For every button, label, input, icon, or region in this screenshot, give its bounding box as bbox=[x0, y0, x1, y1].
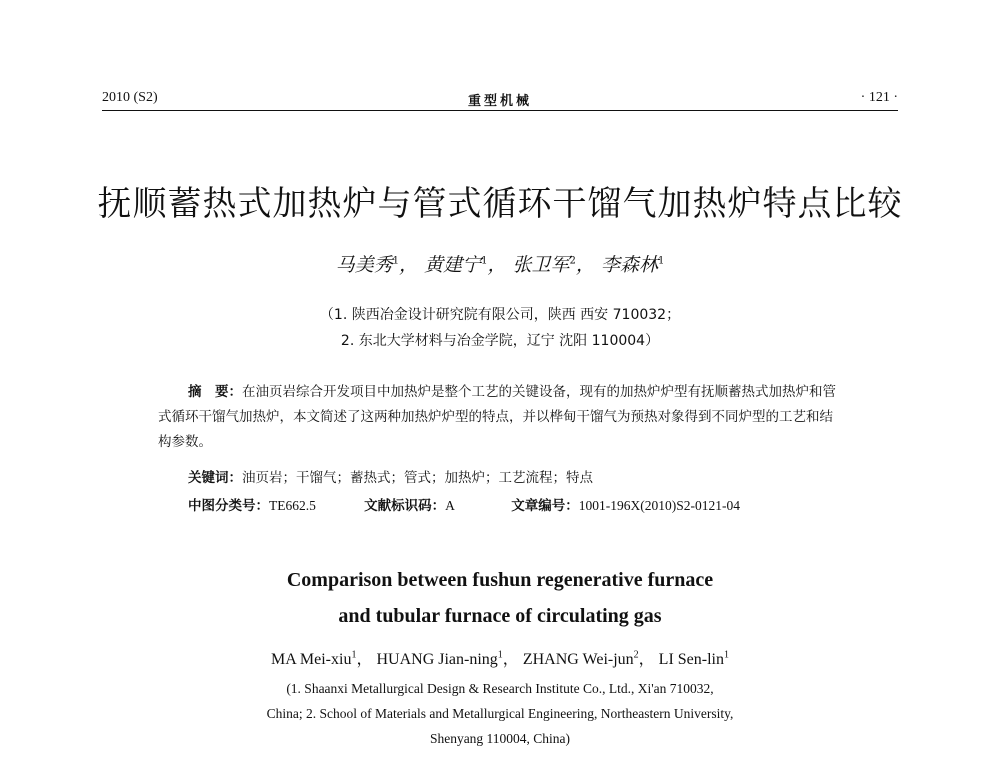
abstract-text: 在油页岩综合开发项目中加热炉是整个工艺的关键设备，现有的加热炉炉型有抚顺蓄热式加热炉和管式循环干馏气加热炉，本文简述了这两种加热炉炉型的特点，并以桦甸干馏气为预热对象得到不同炉型的工艺和结构参数。 bbox=[158, 384, 836, 450]
english-title bbox=[0, 562, 1000, 634]
author-affil-mark: 1 bbox=[481, 255, 488, 267]
author-separator: ， bbox=[487, 254, 507, 276]
author-separator: ， bbox=[356, 651, 373, 668]
affiliation-line: 2. 东北大学材料与冶金学院，辽宁 沈阳 110004） bbox=[340, 333, 660, 349]
page-number: · 121 · bbox=[860, 90, 898, 105]
author-name: HUANG Jian-ning bbox=[376, 651, 498, 668]
author-name: MA Mei-xiu bbox=[271, 651, 352, 668]
affiliation-line: (1. Shaanxi Metallurgical Design & Research Institute Co., Ltd., Xi'an 710032, bbox=[286, 681, 714, 696]
affiliation-line: Shenyang 110004, China) bbox=[429, 731, 571, 746]
article-number-label: 文章编号： bbox=[511, 498, 579, 514]
keywords-label: 关键词： bbox=[188, 470, 242, 486]
author-separator: ， bbox=[575, 254, 595, 276]
journal-name: 重型机械 bbox=[467, 94, 532, 109]
author-affil-mark: 2 bbox=[633, 649, 639, 661]
english-title-line: and tubular furnace of circulating gas bbox=[338, 605, 662, 627]
author-separator: ， bbox=[502, 651, 519, 668]
chinese-abstract bbox=[158, 380, 844, 455]
abstract-label: 摘 要： bbox=[188, 384, 242, 400]
clc-label: 中图分类号： bbox=[188, 498, 269, 514]
author-name: 马美秀 bbox=[335, 254, 393, 276]
english-title-line: Comparison between fushun regenerative furnace bbox=[286, 569, 714, 591]
running-header bbox=[102, 88, 898, 111]
author-affil-mark: 1 bbox=[724, 649, 729, 661]
journal-issue: 2010 (S2) bbox=[102, 90, 158, 105]
author-name: 黄建宁 bbox=[424, 254, 482, 276]
doccode-value: A bbox=[445, 498, 455, 513]
english-authors bbox=[0, 646, 1000, 669]
author-affil-mark: 1 bbox=[392, 255, 400, 267]
classification-line bbox=[188, 494, 880, 514]
author-name: 李森林 bbox=[600, 254, 658, 276]
author-name: 张卫军 bbox=[512, 254, 570, 276]
article-number-value: 1001-196X(2010)S2-0121-04 bbox=[578, 498, 740, 513]
clc-value: TE662.5 bbox=[269, 498, 316, 513]
chinese-title: 抚顺蓄热式加热炉与管式循环干馏气加热炉特点比较 bbox=[97, 184, 903, 224]
author-affil-mark: 2 bbox=[569, 255, 576, 267]
keywords bbox=[188, 466, 880, 486]
author-separator: ， bbox=[399, 254, 419, 276]
author-affil-mark: 1 bbox=[658, 255, 665, 267]
keywords-text: 油页岩；干馏气；蓄热式；管式；加热炉；工艺流程；特点 bbox=[242, 470, 593, 486]
author-name: ZHANG Wei-jun bbox=[522, 651, 634, 668]
affiliation-line: （1. 陕西冶金设计研究院有限公司，陕西 西安 710032； bbox=[319, 307, 681, 323]
english-affiliations bbox=[0, 676, 1000, 751]
doccode-label: 文献标识码： bbox=[364, 498, 446, 514]
author-name: LI Sen-lin bbox=[658, 651, 724, 668]
author-affil-mark: 1 bbox=[497, 649, 503, 661]
affiliation-line: China; 2. School of Materials and Metallurgical Engineering, Northeastern University, bbox=[266, 706, 734, 721]
author-separator: ， bbox=[638, 651, 655, 668]
chinese-authors bbox=[0, 250, 1000, 277]
chinese-affiliations bbox=[0, 302, 1000, 354]
author-affil-mark: 1 bbox=[351, 649, 357, 661]
